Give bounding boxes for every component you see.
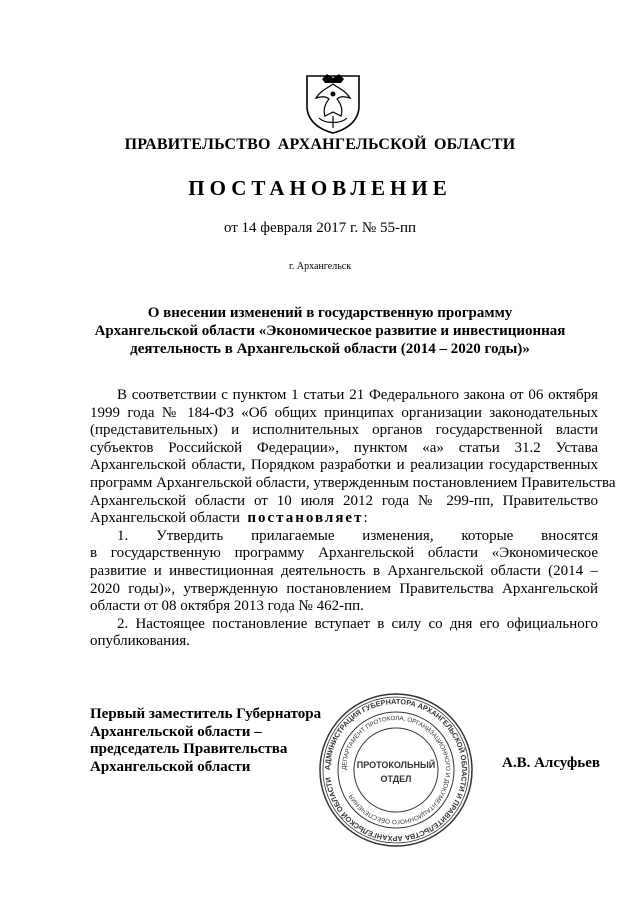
signatory-position-line: Архангельской области [90,758,251,775]
seal-inner-text: ДЕПАРТАМЕНТ ПРОТОКОЛА, ОРГАНИЗАЦИОННОГО И ДОКУМЕНТАЦИОННОГО ОБЕСПЕЧЕНИЯ [340,714,452,826]
item-1-line: в государственную программу Архангельской области «Экономическое [90,545,598,562]
body-line: Архангельской области, Порядком разработки и реализации государственных [90,457,598,474]
body-line: субъектов Российской Федерации», пунктом «а» статьи 31.2 Устава [90,439,598,456]
item-1-line: 2020 годы)», утвержденную постановлением Правительства Архангельской [90,580,598,597]
item-1-line: развитие и инвестиционная деятельность в Архангельской области (2014 – [90,562,598,579]
subject-line: О внесении изменений в государственную программу [147,305,513,321]
body-line: программ Архангельской области, утвержденным постановлением Правительства [90,474,616,491]
body-line: В соответствии с пунктом 1 статьи 21 Федерального закона от 06 октября [117,387,598,403]
item-2-line: опубликования. [90,633,190,650]
document-type: ПОСТАНОВЛЕНИЕ [188,176,452,200]
organization-title: ПРАВИТЕЛЬСТВО АРХАНГЕЛЬСКОЙ ОБЛАСТИ [124,136,516,153]
signatory-name: А.В. Алсуфьев [502,755,600,771]
document-date-number: от 14 февраля 2017 г. № 55-пп [223,220,417,236]
seal-center-line-2: ОТДЕЛ [380,774,412,784]
decree-prefix: Архангельской области [90,510,240,527]
signatory-position-line: Архангельской области – [90,723,262,740]
body-line: 1999 года № 184-ФЗ «Об общих принципах организации законодательных [90,404,598,421]
signatory-position-line: председатель Правительства [90,741,288,758]
seal-center-line-1: ПРОТОКОЛЬНЫЙ [356,760,436,770]
document-city: г. Архангельск [288,261,352,272]
decree-word: постановляет [247,510,364,527]
signatory-position-line: Первый заместитель Губернатора [90,706,322,722]
body-line [90,510,598,528]
signatory-position [90,706,330,776]
item-2-line: 2. Настоящее постановление вступает в силу со дня его официального [117,615,598,632]
document-body [90,387,616,651]
item-1-line: области от 08 октября 2013 года № 462-пп. [90,598,364,615]
subject-line: Архангельской области «Экономическое развитие и инвестиционная [94,323,566,339]
seal-outer-text: АДМИНИСТРАЦИЯ ГУБЕРНАТОРА АРХАНГЕЛЬСКОЙ ОБЛАСТИ И ПРАВИТЕЛЬСТВА АРХАНГЕЛЬСКОЙ ОБЛАСТИ [322,696,470,844]
coat-of-arms-icon [303,72,363,134]
official-seal [316,690,476,850]
item-1-line: 1. Утвердить прилагаемые изменения, которые вносятся [117,527,598,544]
body-line: Архангельской области от 10 июля 2012 года № 299-пп, Правительство [90,492,598,509]
subject-line: деятельность в Архангельской области (2014 – 2020 годы)» [130,341,530,357]
document-subject [80,304,580,358]
decree-suffix: : [363,510,368,527]
body-line: (представительных) и исполнительных органов государственной власти [90,422,598,439]
